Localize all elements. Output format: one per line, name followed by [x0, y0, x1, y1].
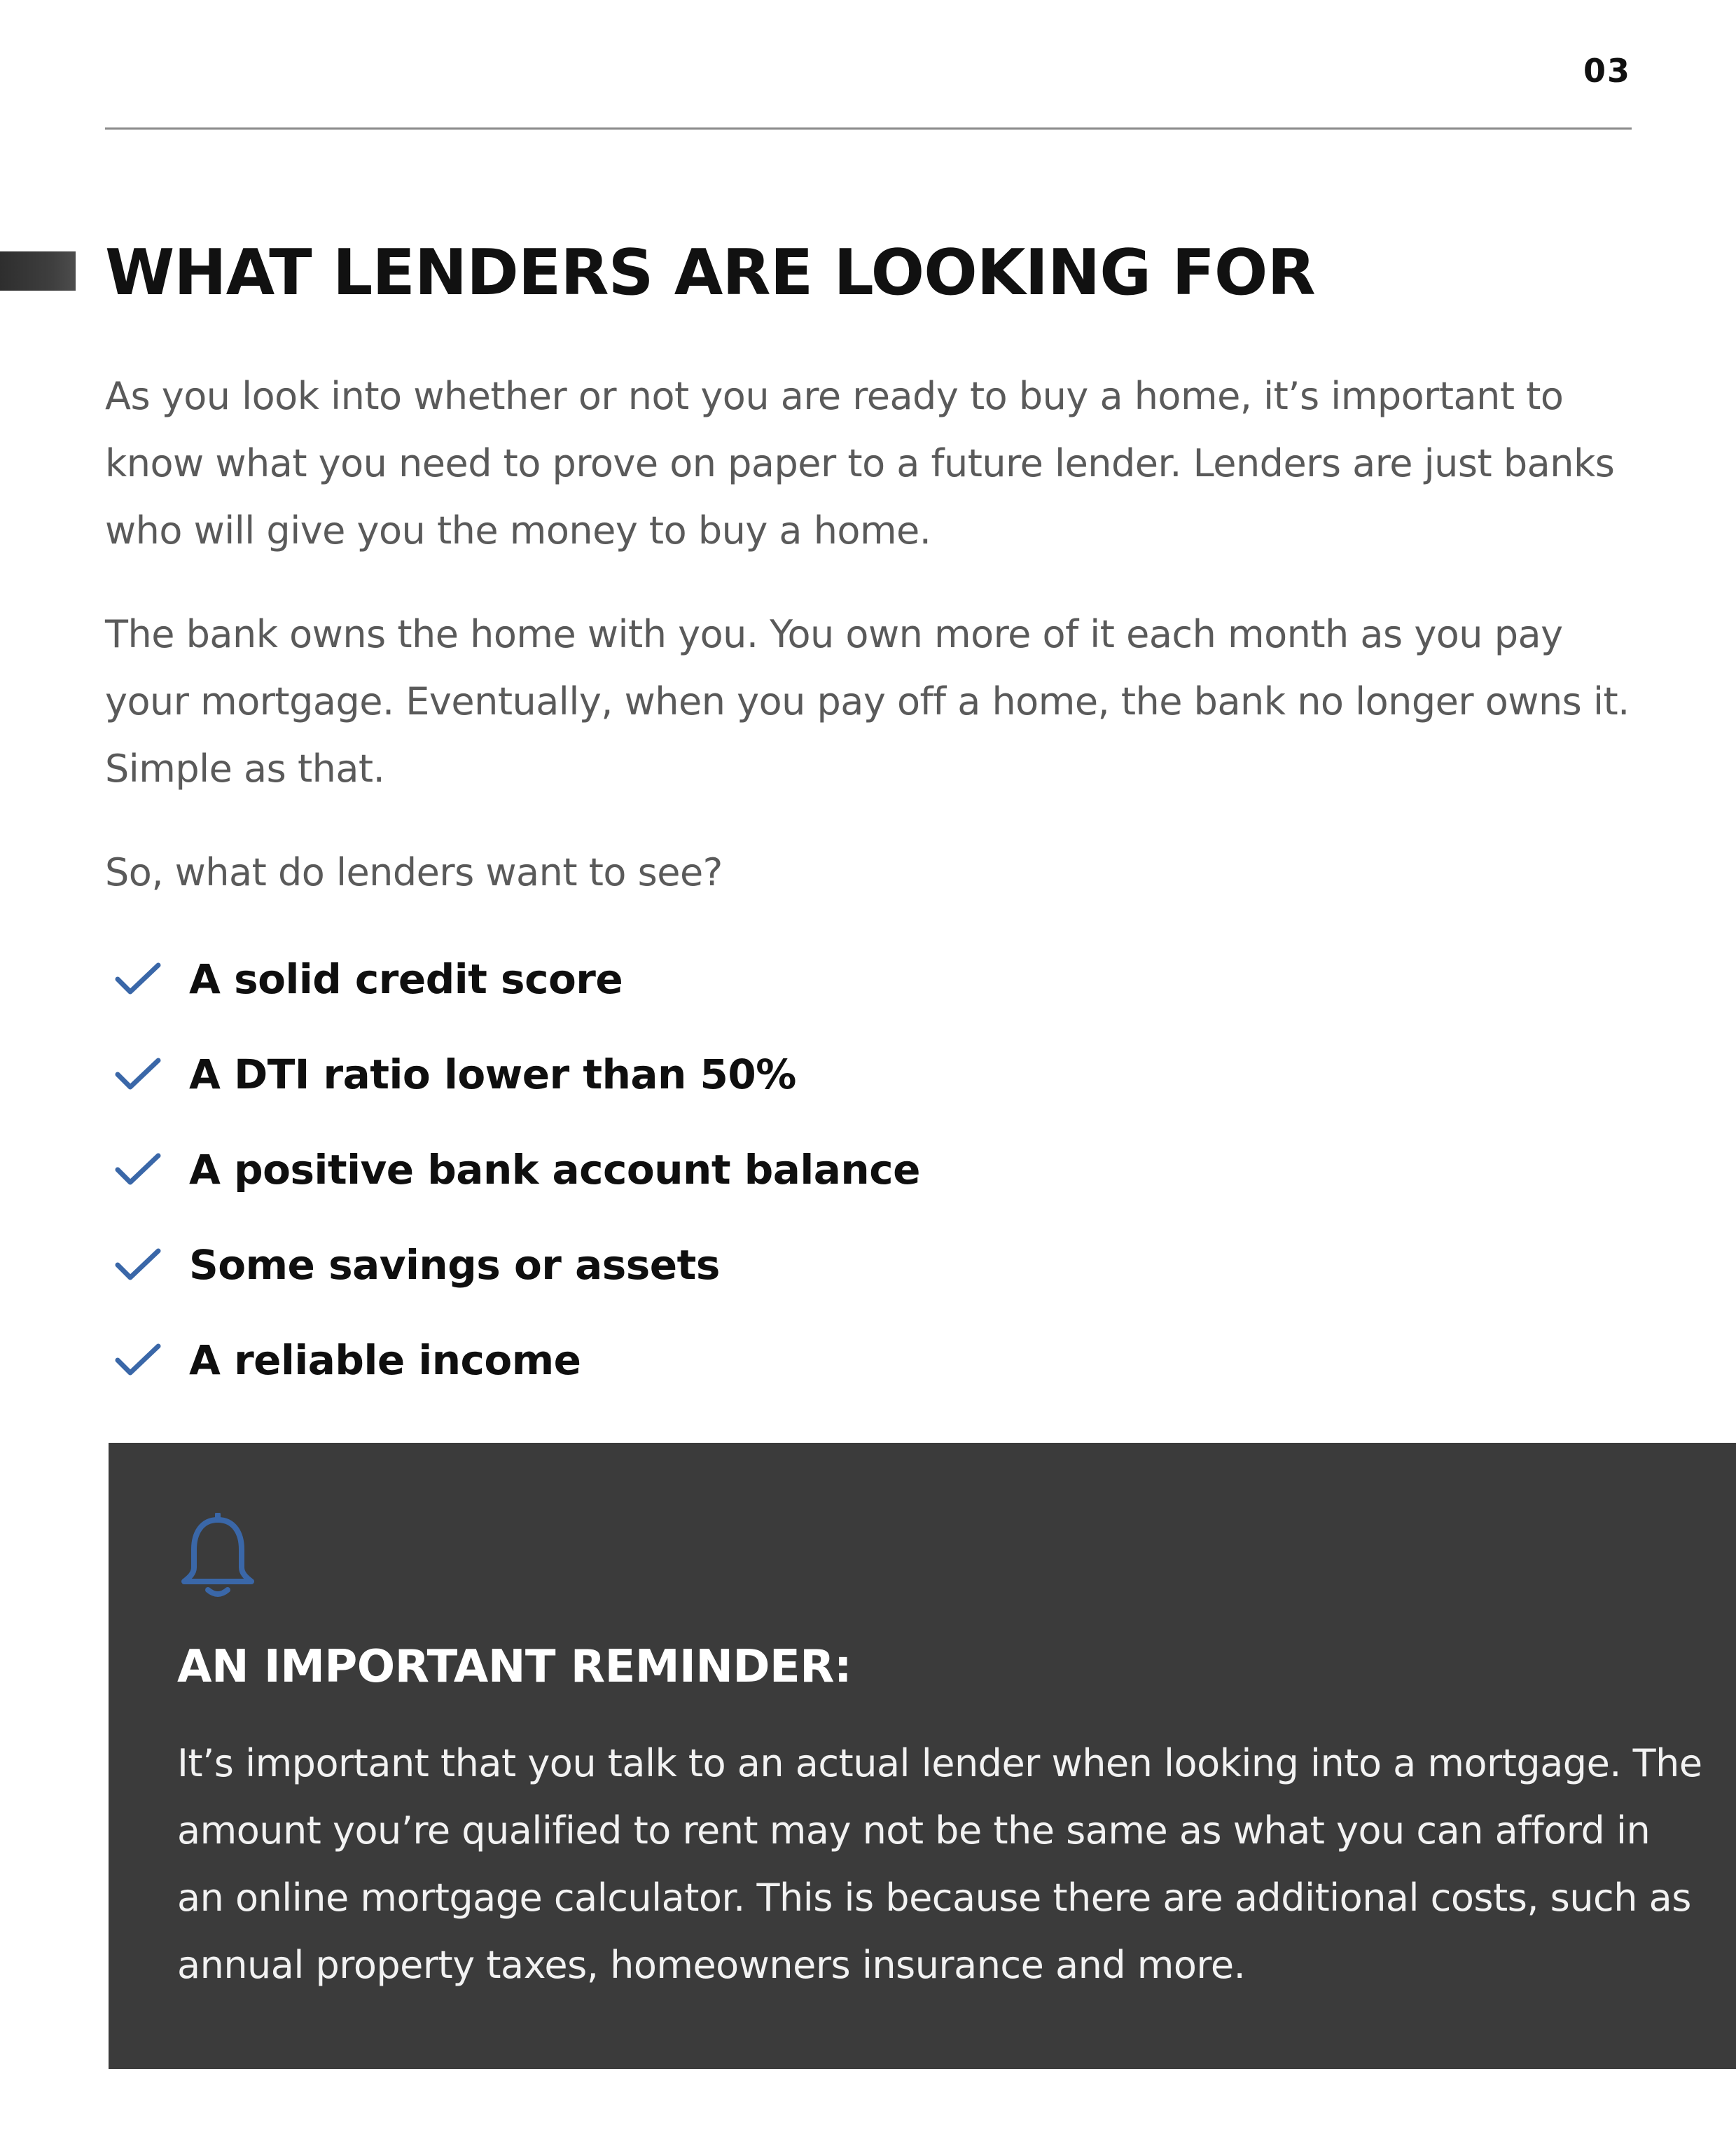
list-item	[105, 1313, 920, 1408]
bell-icon	[177, 1513, 258, 1601]
list-item-label: A reliable income	[189, 1336, 581, 1384]
list-item-label: Some savings or assets	[189, 1241, 720, 1289]
checkmark-icon	[112, 1149, 168, 1191]
checkmark-icon	[112, 958, 168, 1000]
checkmark-icon	[112, 1339, 168, 1381]
intro-paragraph: As you look into whether or not you are ready to buy a home, it’s important to know what you need to prove on paper to a future lender. Lenders are just banks who will give you the money to buy a home.	[105, 374, 1615, 553]
list-item	[105, 1027, 920, 1122]
checkmark-icon	[112, 1053, 168, 1095]
header-divider	[105, 127, 1632, 130]
list-item-label: A solid credit score	[189, 955, 623, 1003]
list-item	[105, 1217, 920, 1313]
list-item	[105, 932, 920, 1027]
section-title: WHAT LENDERS ARE LOOKING FOR	[105, 236, 1315, 310]
title-accent-bar	[0, 251, 76, 291]
reminder-callout	[109, 1443, 1736, 2069]
page-number: 03	[1583, 52, 1631, 90]
ownership-paragraph: The bank owns the home with you. You own more of it each month as you pay your mortgage. Eventually, when you pay off a home, the bank no longer owns it. Simple as that.	[105, 612, 1630, 791]
checkmark-icon	[112, 1244, 168, 1286]
question-paragraph: So, what do lenders want to see?	[105, 850, 723, 894]
lender-requirements-list	[105, 932, 920, 1408]
list-item	[105, 1122, 920, 1217]
list-item-label: A DTI ratio lower than 50%	[189, 1051, 796, 1098]
reminder-body: It’s important that you talk to an actual lender when looking into a mortgage. The amount you’re qualified to rent may not be the same as what you can afford in an online mortgage calculator. This is because there are additional costs, such as annual property taxes, homeowners insurance and more.	[177, 1741, 1702, 1987]
reminder-title: AN IMPORTANT REMINDER:	[177, 1641, 852, 1693]
list-item-label: A positive bank account balance	[189, 1146, 920, 1193]
